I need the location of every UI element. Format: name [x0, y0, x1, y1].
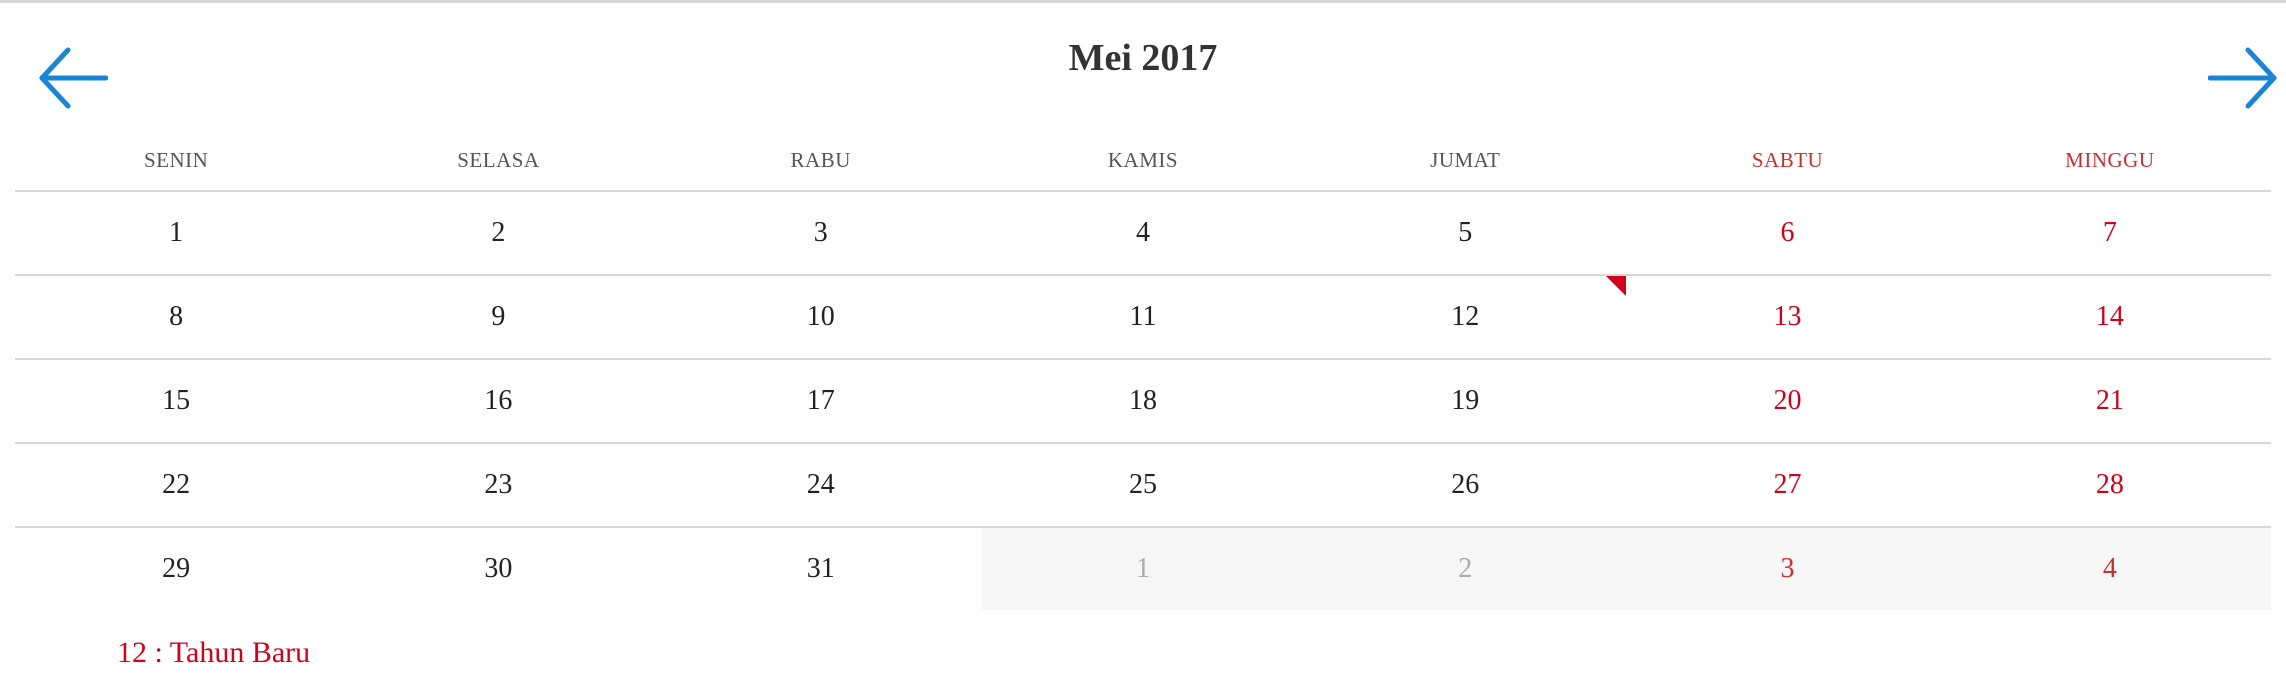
weekday-header-row [15, 130, 2271, 191]
calendar-day-next-month[interactable]: 2 [1304, 527, 1626, 610]
weekday-saturday: SABTU [1626, 130, 1948, 191]
calendar-day[interactable]: 25 [982, 443, 1304, 527]
calendar-day[interactable]: 15 [15, 359, 337, 443]
calendar-day-next-month[interactable]: 1 [982, 527, 1304, 610]
calendar-week [15, 527, 2271, 610]
calendar-day[interactable]: 3 [660, 191, 982, 275]
calendar-day-event[interactable]: 12 [1304, 275, 1626, 359]
month-title: Mei 2017 [1068, 37, 1218, 79]
calendar-day[interactable]: 10 [660, 275, 982, 359]
calendar-week [15, 443, 2271, 527]
calendar-day-next-month[interactable]: 4 [1949, 527, 2271, 610]
calendar-week [15, 359, 2271, 443]
calendar-day[interactable]: 5 [1304, 191, 1626, 275]
calendar-grid [15, 130, 2271, 610]
calendar-day[interactable]: 1 [15, 191, 337, 275]
calendar-day[interactable]: 27 [1626, 443, 1948, 527]
calendar-day-next-month[interactable]: 3 [1626, 527, 1948, 610]
calendar-day[interactable]: 8 [15, 275, 337, 359]
calendar-day[interactable]: 7 [1949, 191, 2271, 275]
calendar-day[interactable]: 21 [1949, 359, 2271, 443]
calendar-day[interactable]: 22 [15, 443, 337, 527]
calendar-day[interactable]: 17 [660, 359, 982, 443]
calendar-day[interactable]: 29 [162, 553, 191, 584]
calendar-day[interactable]: 9 [337, 275, 659, 359]
next-month-button[interactable] [2208, 46, 2280, 110]
calendar-day[interactable]: 24 [660, 443, 982, 527]
calendar-day[interactable]: 6 [1626, 191, 1948, 275]
calendar-day[interactable]: 19 [1304, 359, 1626, 443]
weekday-monday: SENIN [15, 130, 337, 191]
calendar-day[interactable]: 26 [1304, 443, 1626, 527]
calendar-week [15, 275, 2271, 359]
weekday-friday: JUMAT [1304, 130, 1626, 191]
calendar-week [15, 191, 2271, 275]
holiday-legend: 12 : Tahun Baru [117, 636, 311, 669]
weekday-sunday: MINGGU [1949, 130, 2271, 191]
calendar-day[interactable]: 30 [484, 553, 513, 584]
weekday-thursday: KAMIS [982, 130, 1304, 191]
top-divider [0, 0, 2286, 3]
calendar-day[interactable]: 14 [1949, 275, 2271, 359]
calendar-day[interactable]: 23 [337, 443, 659, 527]
calendar-day[interactable]: 2 [337, 191, 659, 275]
weekday-wednesday: RABU [660, 130, 982, 191]
calendar-day[interactable]: 4 [982, 191, 1304, 275]
calendar-day[interactable]: 28 [1949, 443, 2271, 527]
calendar-day[interactable]: 13 [1626, 275, 1948, 359]
calendar-day[interactable]: 18 [982, 359, 1304, 443]
calendar-day[interactable]: 16 [337, 359, 659, 443]
weekday-tuesday: SELASA [337, 130, 659, 191]
calendar-day[interactable]: 20 [1626, 359, 1948, 443]
calendar-day[interactable]: 31 [806, 553, 835, 584]
calendar-day[interactable]: 11 [982, 275, 1304, 359]
arrow-right-icon [2208, 46, 2280, 110]
